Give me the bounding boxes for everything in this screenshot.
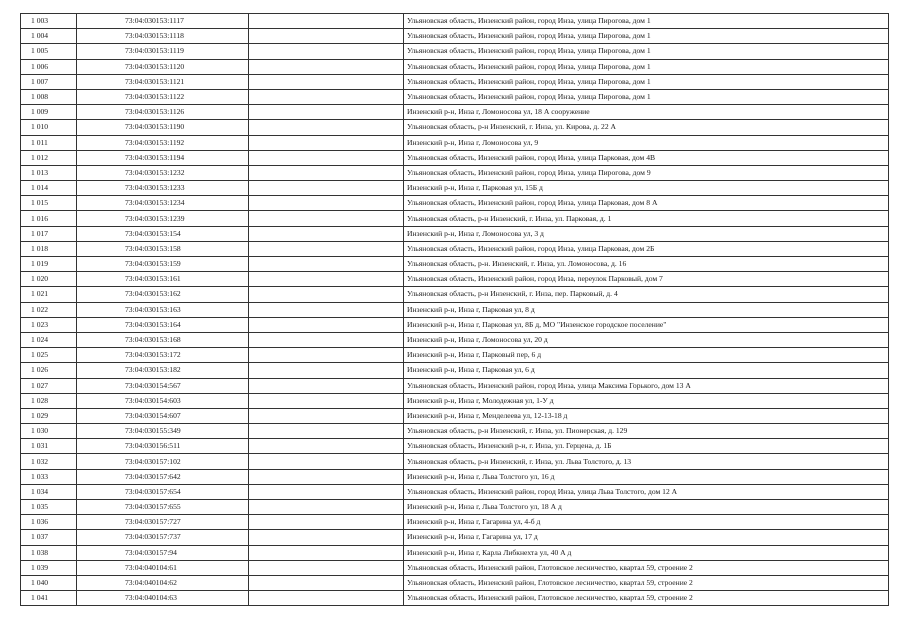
address-cell: Ульяновская область, Инзенский район, Глотовское лесничество, квартал 59, строение 2 [404, 591, 889, 606]
row-number-cell: 1 021 [21, 287, 77, 302]
address-cell: Инзенский р-н, Инза г, Гагарина ул, 17 д [404, 530, 889, 545]
address-cell: Инзенский р-н, Инза г, Льва Толстого ул, 16 д [404, 469, 889, 484]
cadastral-number-cell: 73:04:030153:161 [77, 272, 249, 287]
table-row [21, 302, 889, 317]
empty-cell [249, 454, 404, 469]
empty-cell [249, 59, 404, 74]
empty-cell [249, 439, 404, 454]
table-row [21, 120, 889, 135]
row-number-cell: 1 034 [21, 484, 77, 499]
empty-cell [249, 560, 404, 575]
cadastral-number-cell: 73:04:030154:607 [77, 408, 249, 423]
table-row [21, 135, 889, 150]
cadastral-number-cell: 73:04:030157:654 [77, 484, 249, 499]
cadastral-number-cell: 73:04:030153:154 [77, 226, 249, 241]
cadastral-number-cell: 73:04:030156:511 [77, 439, 249, 454]
table-row [21, 287, 889, 302]
empty-cell [249, 44, 404, 59]
cadastral-number-cell: 73:04:030153:1234 [77, 196, 249, 211]
cadastral-number-cell: 73:04:030154:567 [77, 378, 249, 393]
row-number-cell: 1 040 [21, 575, 77, 590]
cadastral-number-cell: 73:04:030153:162 [77, 287, 249, 302]
row-number-cell: 1 031 [21, 439, 77, 454]
table-row [21, 150, 889, 165]
address-cell: Ульяновская область, р-н. Инзенский, г. Инза, ул. Ломоносова, д. 16 [404, 257, 889, 272]
cadastral-number-cell: 73:04:030153:1190 [77, 120, 249, 135]
registry-table-wrap [20, 13, 889, 606]
address-cell: Ульяновская область, р-н Инзенский, г. Инза, ул. Парковая, д. 1 [404, 211, 889, 226]
cadastral-number-cell: 73:04:030153:1119 [77, 44, 249, 59]
cadastral-number-cell: 73:04:030153:1192 [77, 135, 249, 150]
table-row [21, 378, 889, 393]
row-number-cell: 1 008 [21, 89, 77, 104]
table-row [21, 424, 889, 439]
empty-cell [249, 287, 404, 302]
empty-cell [249, 469, 404, 484]
table-row [21, 363, 889, 378]
cadastral-number-cell: 73:04:040104:63 [77, 591, 249, 606]
empty-cell [249, 591, 404, 606]
row-number-cell: 1 025 [21, 348, 77, 363]
address-cell: Инзенский р-н, Инза г, Парковая ул, 6 д [404, 363, 889, 378]
table-row [21, 469, 889, 484]
cadastral-number-cell: 73:04:030157:642 [77, 469, 249, 484]
address-cell: Ульяновская область, Инзенский район, город Инза, улица Льва Толстого, дом 12 А [404, 484, 889, 499]
address-cell: Ульяновская область, р-н Инзенский, г. Инза, ул. Пионерская, д. 129 [404, 424, 889, 439]
row-number-cell: 1 020 [21, 272, 77, 287]
row-number-cell: 1 032 [21, 454, 77, 469]
cadastral-number-cell: 73:04:030153:159 [77, 257, 249, 272]
row-number-cell: 1 030 [21, 424, 77, 439]
cadastral-number-cell: 73:04:030153:1117 [77, 14, 249, 29]
empty-cell [249, 545, 404, 560]
table-row [21, 165, 889, 180]
row-number-cell: 1 009 [21, 105, 77, 120]
address-cell: Инзенский р-н, Инза г, Ломоносова ул, 18 А сооружение [404, 105, 889, 120]
empty-cell [249, 424, 404, 439]
table-row [21, 515, 889, 530]
row-number-cell: 1 007 [21, 74, 77, 89]
empty-cell [249, 530, 404, 545]
row-number-cell: 1 041 [21, 591, 77, 606]
empty-cell [249, 272, 404, 287]
address-cell: Ульяновская область, Инзенский район, город Инза, улица Пирогова, дом 1 [404, 59, 889, 74]
row-number-cell: 1 029 [21, 408, 77, 423]
address-cell: Ульяновская область, Инзенский район, Глотовское лесничество, квартал 59, строение 2 [404, 575, 889, 590]
cadastral-number-cell: 73:04:030153:1194 [77, 150, 249, 165]
address-cell: Ульяновская область, Инзенский район, Глотовское лесничество, квартал 59, строение 2 [404, 560, 889, 575]
empty-cell [249, 14, 404, 29]
table-row [21, 44, 889, 59]
row-number-cell: 1 006 [21, 59, 77, 74]
row-number-cell: 1 035 [21, 500, 77, 515]
empty-cell [249, 302, 404, 317]
table-row [21, 591, 889, 606]
table-row [21, 257, 889, 272]
row-number-cell: 1 024 [21, 332, 77, 347]
cadastral-number-cell: 73:04:030157:94 [77, 545, 249, 560]
table-row [21, 439, 889, 454]
empty-cell [249, 196, 404, 211]
address-cell: Инзенский р-н, Инза г, Гагарина ул, 4-б д [404, 515, 889, 530]
row-number-cell: 1 023 [21, 317, 77, 332]
cadastral-number-cell: 73:04:030153:1121 [77, 74, 249, 89]
cadastral-number-cell: 73:04:030157:655 [77, 500, 249, 515]
row-number-cell: 1 005 [21, 44, 77, 59]
address-cell: Инзенский р-н, Инза г, Ломоносова ул, 9 [404, 135, 889, 150]
address-cell: Ульяновская область, Инзенский район, город Инза, улица Парковая, дом 4В [404, 150, 889, 165]
empty-cell [249, 484, 404, 499]
address-cell: Ульяновская область, Инзенский район, город Инза, улица Парковая, дом 8 А [404, 196, 889, 211]
empty-cell [249, 257, 404, 272]
empty-cell [249, 408, 404, 423]
cadastral-number-cell: 73:04:030157:737 [77, 530, 249, 545]
empty-cell [249, 89, 404, 104]
address-cell: Инзенский р-н, Инза г, Парковый пер, 6 д [404, 348, 889, 363]
row-number-cell: 1 039 [21, 560, 77, 575]
table-row [21, 484, 889, 499]
table-row [21, 29, 889, 44]
row-number-cell: 1 019 [21, 257, 77, 272]
cadastral-number-cell: 73:04:030153:1120 [77, 59, 249, 74]
empty-cell [249, 29, 404, 44]
table-row [21, 105, 889, 120]
empty-cell [249, 226, 404, 241]
cadastral-number-cell: 73:04:030155:349 [77, 424, 249, 439]
registry-table [20, 13, 889, 606]
table-row [21, 226, 889, 241]
cadastral-number-cell: 73:04:030153:1118 [77, 29, 249, 44]
row-number-cell: 1 033 [21, 469, 77, 484]
table-row [21, 89, 889, 104]
empty-cell [249, 241, 404, 256]
row-number-cell: 1 017 [21, 226, 77, 241]
cadastral-number-cell: 73:04:030153:1122 [77, 89, 249, 104]
cadastral-number-cell: 73:04:040104:62 [77, 575, 249, 590]
empty-cell [249, 120, 404, 135]
row-number-cell: 1 027 [21, 378, 77, 393]
address-cell: Инзенский р-н, Инза г, Молодежная ул, 1-У д [404, 393, 889, 408]
row-number-cell: 1 028 [21, 393, 77, 408]
table-row [21, 241, 889, 256]
table-row [21, 393, 889, 408]
cadastral-number-cell: 73:04:030153:182 [77, 363, 249, 378]
cadastral-number-cell: 73:04:030153:1239 [77, 211, 249, 226]
empty-cell [249, 317, 404, 332]
table-row [21, 348, 889, 363]
row-number-cell: 1 015 [21, 196, 77, 211]
cadastral-number-cell: 73:04:030153:163 [77, 302, 249, 317]
table-row [21, 560, 889, 575]
address-cell: Ульяновская область, р-н Инзенский, г. Инза, ул. Кирова, д. 22 А [404, 120, 889, 135]
address-cell: Ульяновская область, Инзенский район, город Инза, улица Пирогова, дом 9 [404, 165, 889, 180]
empty-cell [249, 348, 404, 363]
address-cell: Инзенский р-н, Инза г, Ломоносова ул, 20 д [404, 332, 889, 347]
empty-cell [249, 211, 404, 226]
cadastral-number-cell: 73:04:030153:1126 [77, 105, 249, 120]
empty-cell [249, 575, 404, 590]
row-number-cell: 1 022 [21, 302, 77, 317]
cadastral-number-cell: 73:04:030153:172 [77, 348, 249, 363]
row-number-cell: 1 018 [21, 241, 77, 256]
address-cell: Ульяновская область, Инзенский район, город Инза, улица Пирогова, дом 1 [404, 74, 889, 89]
address-cell: Ульяновская область, Инзенский район, город Инза, улица Пирогова, дом 1 [404, 29, 889, 44]
address-cell: Инзенский р-н, Инза г, Парковая ул, 15Б д [404, 181, 889, 196]
empty-cell [249, 181, 404, 196]
address-cell: Ульяновская область, Инзенский р-н, г. Инза, ул. Герцена, д. 1Б [404, 439, 889, 454]
empty-cell [249, 105, 404, 120]
empty-cell [249, 363, 404, 378]
table-row [21, 500, 889, 515]
table-row [21, 575, 889, 590]
row-number-cell: 1 011 [21, 135, 77, 150]
registry-table-body [21, 14, 889, 606]
table-row [21, 59, 889, 74]
cadastral-number-cell: 73:04:030153:158 [77, 241, 249, 256]
cadastral-number-cell: 73:04:030157:102 [77, 454, 249, 469]
cadastral-number-cell: 73:04:030157:727 [77, 515, 249, 530]
address-cell: Инзенский р-н, Инза г, Менделеева ул, 12-13-18 д [404, 408, 889, 423]
table-row [21, 272, 889, 287]
row-number-cell: 1 036 [21, 515, 77, 530]
row-number-cell: 1 010 [21, 120, 77, 135]
address-cell: Ульяновская область, Инзенский район, город Инза, улица Пирогова, дом 1 [404, 44, 889, 59]
row-number-cell: 1 038 [21, 545, 77, 560]
address-cell: Ульяновская область, Инзенский район, город Инза, улица Максима Горького, дом 13 А [404, 378, 889, 393]
cadastral-number-cell: 73:04:030153:168 [77, 332, 249, 347]
address-cell: Ульяновская область, Инзенский район, город Инза, улица Пирогова, дом 1 [404, 89, 889, 104]
address-cell: Инзенский р-н, Инза г, Карла Либкнехта ул, 40 А д [404, 545, 889, 560]
cadastral-number-cell: 73:04:030153:1232 [77, 165, 249, 180]
address-cell: Инзенский р-н, Инза г, Льва Толстого ул, 18 А д [404, 500, 889, 515]
row-number-cell: 1 012 [21, 150, 77, 165]
address-cell: Инзенский р-н, Инза г, Парковая ул, 8Б д, МО "Инзенское городское поселение" [404, 317, 889, 332]
table-row [21, 317, 889, 332]
empty-cell [249, 515, 404, 530]
row-number-cell: 1 003 [21, 14, 77, 29]
cadastral-number-cell: 73:04:030153:1233 [77, 181, 249, 196]
address-cell: Ульяновская область, Инзенский район, город Инза, переулок Парковый, дом 7 [404, 272, 889, 287]
address-cell: Ульяновская область, р-н Инзенский, г. Инза, ул. Льва Толстого, д. 13 [404, 454, 889, 469]
table-row [21, 14, 889, 29]
row-number-cell: 1 004 [21, 29, 77, 44]
address-cell: Ульяновская область, р-н Инзенский, г. Инза, пер. Парковый, д. 4 [404, 287, 889, 302]
cadastral-number-cell: 73:04:040104:61 [77, 560, 249, 575]
row-number-cell: 1 026 [21, 363, 77, 378]
empty-cell [249, 135, 404, 150]
empty-cell [249, 332, 404, 347]
table-row [21, 74, 889, 89]
table-row [21, 196, 889, 211]
address-cell: Ульяновская область, Инзенский район, город Инза, улица Пирогова, дом 1 [404, 14, 889, 29]
empty-cell [249, 500, 404, 515]
table-row [21, 211, 889, 226]
address-cell: Инзенский р-н, Инза г, Ломоносова ул, 3 д [404, 226, 889, 241]
empty-cell [249, 150, 404, 165]
cadastral-number-cell: 73:04:030153:164 [77, 317, 249, 332]
empty-cell [249, 378, 404, 393]
address-cell: Инзенский р-н, Инза г, Парковая ул, 8 д [404, 302, 889, 317]
row-number-cell: 1 014 [21, 181, 77, 196]
address-cell: Ульяновская область, Инзенский район, город Инза, улица Парковая, дом 2Б [404, 241, 889, 256]
table-row [21, 332, 889, 347]
row-number-cell: 1 013 [21, 165, 77, 180]
table-row [21, 181, 889, 196]
table-row [21, 530, 889, 545]
empty-cell [249, 74, 404, 89]
row-number-cell: 1 016 [21, 211, 77, 226]
empty-cell [249, 165, 404, 180]
table-row [21, 545, 889, 560]
row-number-cell: 1 037 [21, 530, 77, 545]
cadastral-number-cell: 73:04:030154:603 [77, 393, 249, 408]
table-row [21, 408, 889, 423]
table-row [21, 454, 889, 469]
empty-cell [249, 393, 404, 408]
